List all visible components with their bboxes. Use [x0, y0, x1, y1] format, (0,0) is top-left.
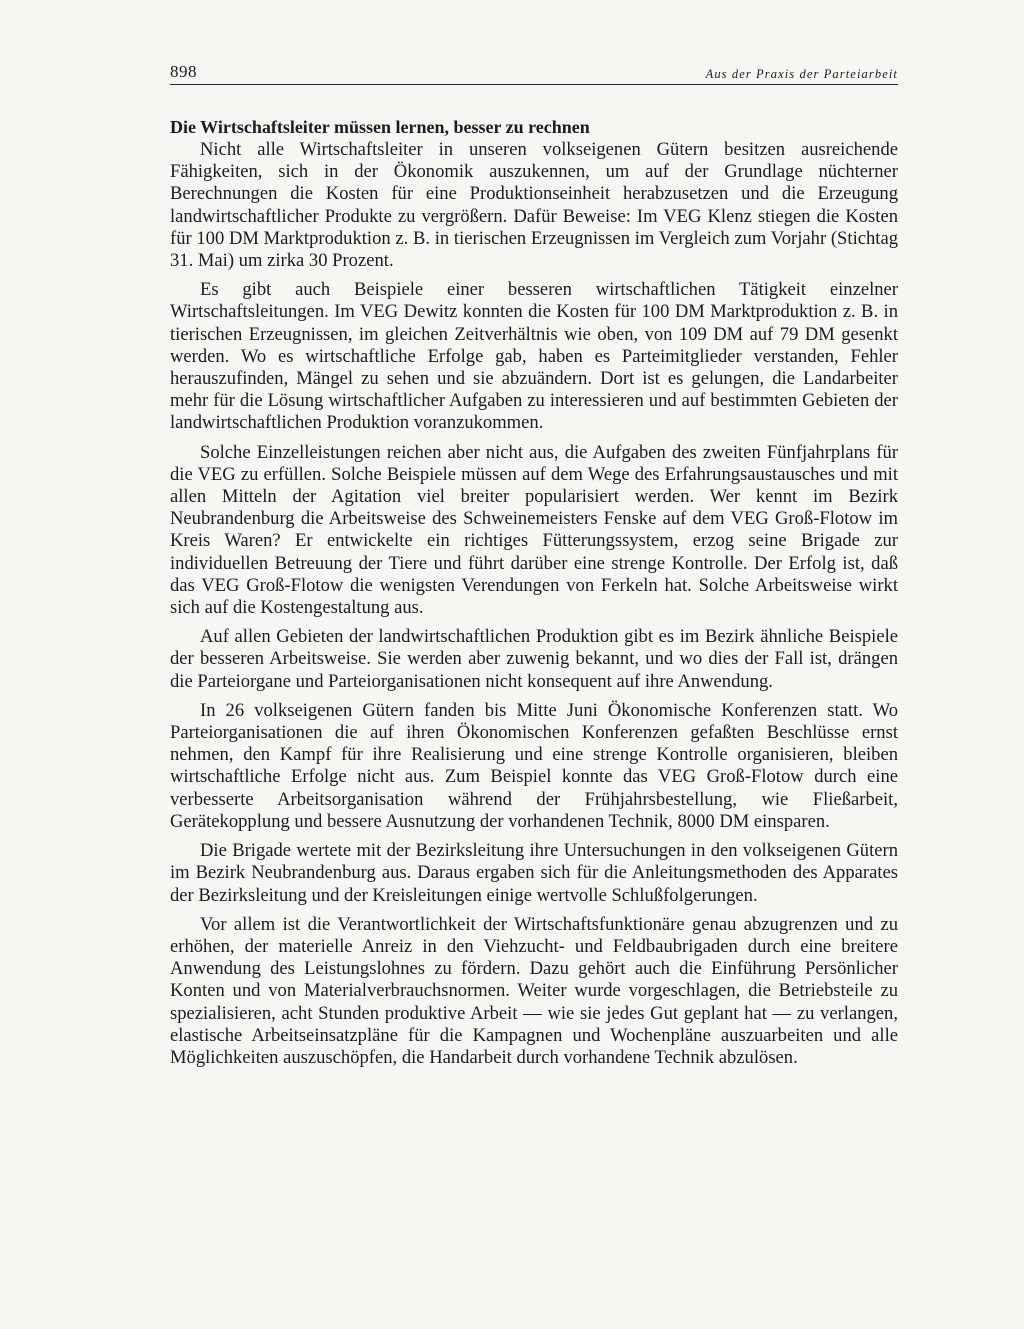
paragraph-5: In 26 volkseigenen Gütern fanden bis Mitte Juni Ökonomische Konferenzen statt. Wo Parteiorganisationen die auf ihren Ökonomischen Konferenzen gefaßten Beschlüsse ernst nehmen, den Kampf für ihre Realisierung und eine strenge Kontrolle organisieren, bleiben wirtschaftliche Erfolge nicht aus. Zum Beispiel konnte das VEG Groß-Flotow durch eine verbesserte Arbeitsorganisation während der Frühjahrsbestellung, wie Fließarbeit, Gerätekopplung und bessere Ausnutzung der vorhandenen Technik, 8000 DM einsparen. [170, 699, 898, 832]
document-page [170, 58, 898, 1076]
article-body [170, 139, 898, 1069]
paragraph-1: Nicht alle Wirtschaftsleiter in unseren volkseigenen Gütern besitzen ausreichende Fähigkeiten, sich in der Ökonomik auszukennen, um auf der Grundlage nüchterner Berechnungen die Kosten für eine Produktionseinheit herabzusetzen und die Erzeugung landwirtschaftlicher Produkte zu vergrößern. Dafür Beweise: Im VEG Klenz stiegen die Kosten für 100 DM Marktproduktion z. B. in tierischen Erzeugnissen im Vergleich zum Vorjahr (Stichtag 31. Mai) um zirka 30 Prozent. [170, 139, 898, 272]
section-heading: Die Wirtschaftsleiter müssen lernen, besser zu rechnen [170, 117, 590, 137]
running-header [170, 58, 898, 85]
paragraph-7: Vor allem ist die Verantwortlichkeit der Wirtschaftsfunktionäre genau abzugrenzen und zu erhöhen, der materielle Anreiz in den Viehzucht- und Feldbaubrigaden durch eine breitere Anwendung des Leistungslohnes zu fördern. Dazu gehört auch die Einführung Persönlicher Konten und von Materialverbrauchsnormen. Weiter wurde vorgeschlagen, die Betriebsteile zu spezialisieren, acht Stunden produktive Arbeit — wie sie jedes Gut geplant hat — zu verlangen, elastische Arbeitseinsatzpläne für die Kampagnen und Wochenpläne auszuarbeiten und alle Möglichkeiten auszuschöpfen, die Handarbeit durch vorhandene Technik abzulösen. [170, 913, 898, 1068]
paragraph-6: Die Brigade wertete mit der Bezirksleitung ihre Untersuchungen in den volkseigenen Gütern im Bezirk Neubrandenburg aus. Daraus ergaben sich für die Anleitungsmethoden des Apparates der Bezirksleitung und der Kreisleitungen einige wertvolle Schlußfolgerungen. [170, 840, 898, 906]
paragraph-3: Solche Einzelleistungen reichen aber nicht aus, die Aufgaben des zweiten Fünfjahrplans für die VEG zu erfüllen. Solche Beispiele müssen auf dem Wege des Erfahrungsaustausches und mit allen Mitteln der Agitation viel breiter popularisiert werden. Wer kennt im Bezirk Neubrandenburg die Arbeitsweise des Schweinemeisters Fenske auf dem VEG Groß-Flotow im Kreis Waren? Er entwickelte ein richtiges Fütterungssystem, erzog seine Brigade zur individuellen Betreuung der Tiere und führt darüber eine strenge Kontrolle. Der Erfolg ist, daß das VEG Groß-Flotow die wenigsten Verendungen von Ferkeln hat. Solche Arbeitsweise wirkt sich auf die Kostengestaltung aus. [170, 441, 898, 619]
paragraph-4: Auf allen Gebieten der landwirtschaftlichen Produktion gibt es im Bezirk ähnliche Beispiele der besseren Arbeitsweise. Sie werden aber zuwenig bekannt, und wo dies der Fall ist, drängen die Parteiorgane und Parteiorganisationen nicht konsequent auf ihre Anwendung. [170, 626, 898, 692]
running-title: Aus der Praxis der Parteiarbeit [705, 67, 898, 81]
page-number: 898 [170, 62, 197, 81]
paragraph-2: Es gibt auch Beispiele einer besseren wirtschaftlichen Tätigkeit einzelner Wirtschaftsleitungen. Im VEG Dewitz konnten die Kosten für 100 DM Marktproduktion z. B. in tierischen Erzeugnissen, im gleichen Zeitverhältnis wie oben, von 109 DM auf 79 DM gesenkt werden. Wo es wirtschaftliche Erfolge gab, haben es Parteimitglieder verstanden, Fehler herauszufinden, Mängel zu sehen und sie abzuändern. Dort ist es gelungen, die Landarbeiter mehr für die Lösung wirtschaftlicher Aufgaben zu interessieren und auf bestimmten Gebieten der landwirtschaftlichen Produktion voranzukommen. [170, 279, 898, 434]
